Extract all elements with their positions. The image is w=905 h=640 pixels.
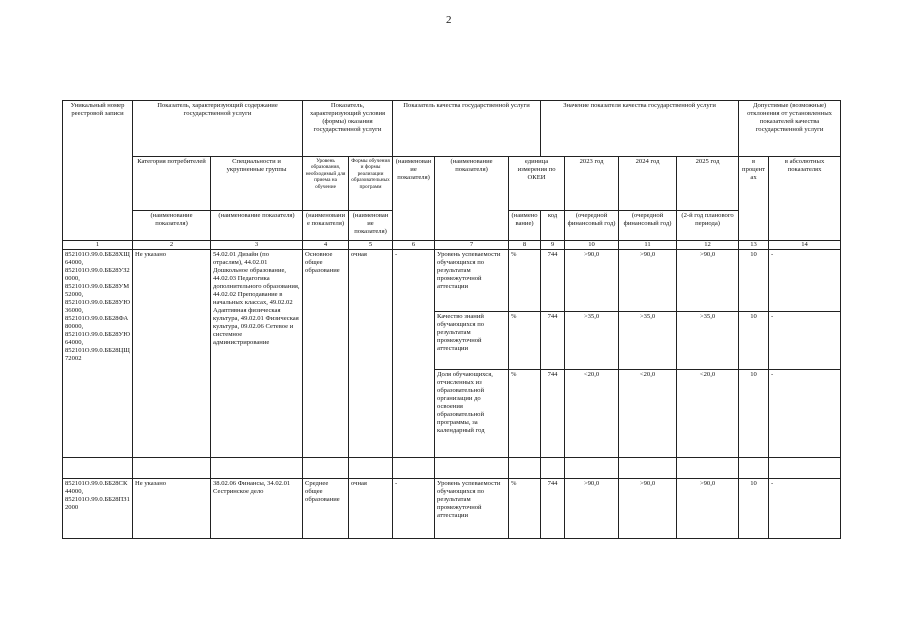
indicator-name-cell: Уровень успеваемости обучающихся по результатам промежуточной аттестации [435, 479, 509, 539]
header-percent: в процентах [739, 157, 769, 241]
header-level: Уровень образования, необходимый для приема на обучение [303, 157, 349, 211]
value-2024-cell: <20,0 [619, 370, 677, 458]
col-number: 10 [565, 241, 619, 250]
col-number: 1 [63, 241, 133, 250]
col-number: 6 [393, 241, 435, 250]
col-number: 9 [541, 241, 565, 250]
category-cell: Не указано [133, 250, 211, 458]
unit-cell: % [509, 250, 541, 312]
col-number: 5 [349, 241, 393, 250]
specialty-cell: 54.02.01 Дизайн (по отраслям), 44.02.01 Дошкольное образование, 44.02.03 Педагогика дополнительного образования, 44.02.02 Преподавание в начальных классах, 49.02.02 Адаптивная физическая культура, 49.02.01 Физическая культура, 09.02.06 Сетевое и системное администрирование [211, 250, 303, 458]
absolute-cell: - [769, 250, 841, 312]
indicator-name-cell: Доля обучающихся, отчисленных из образовательной организации до освоения образовательной программы, за календарный год [435, 370, 509, 458]
value-2025-cell: >90,0 [677, 479, 739, 539]
value-2025-cell: >90,0 [677, 250, 739, 312]
percent-cell: 10 [739, 479, 769, 539]
header-deviations: Допустимые (возможные) отклонения от установленных показателей качества государственной услуги [739, 101, 841, 157]
level-cell: Среднее общее образование [303, 479, 349, 539]
unit-cell: % [509, 479, 541, 539]
unit-cell: % [509, 370, 541, 458]
col6-cell: - [393, 250, 435, 458]
header-quality-value: Значение показателя качества государственной услуги [541, 101, 739, 157]
header-unit: единица измерения по ОКЕИ [509, 157, 565, 211]
value-2025-cell: >35,0 [677, 312, 739, 370]
header-category-sub: (наименование показателя) [133, 211, 211, 241]
header-forms: Формы обучения и формы реализации образовательных программ [349, 157, 393, 211]
header-2024: 2024 год [619, 157, 677, 211]
quality-indicators-table [62, 100, 841, 539]
category-cell: Не указано [133, 479, 211, 539]
col-number: 8 [509, 241, 541, 250]
col-number: 14 [769, 241, 841, 250]
value-2024-cell: >90,0 [619, 479, 677, 539]
col-number: 12 [677, 241, 739, 250]
col-number: 7 [435, 241, 509, 250]
registry-number-cell: 852101О.99.0.ББ28ХЩ64000, 852101О.99.0.ББ28УЗ20000, 852101О.99.0.ББ28УМ52000, 852101О.99.0.ББ28УЮ36000, 852101О.99.0.ББ28ФА80000, 852101О.99.0.ББ28УЮ64000, 852101О.99.0.ББ28ЦЩ72002 [63, 250, 133, 458]
col-number: 2 [133, 241, 211, 250]
header-2025: 2025 год [677, 157, 739, 211]
header-content-indicator: Показатель, характеризующий содержание государственной услуги [133, 101, 303, 157]
value-2023-cell: >35,0 [565, 312, 619, 370]
header-absolute: в абсолютных показателях [769, 157, 841, 241]
col-number: 4 [303, 241, 349, 250]
form-cell: очная [349, 250, 393, 458]
value-2024-cell: >35,0 [619, 312, 677, 370]
header-forms-sub: (наименование показателя) [349, 211, 393, 241]
code-cell: 744 [541, 312, 565, 370]
page-number: 2 [446, 14, 452, 26]
value-2023-cell: <20,0 [565, 370, 619, 458]
unit-cell: % [509, 312, 541, 370]
percent-cell: 10 [739, 370, 769, 458]
header-conditions-indicator: Показатель, характеризующий условия (формы) оказания государственной услуги [303, 101, 393, 157]
absolute-cell: - [769, 479, 841, 539]
value-2025-cell: <20,0 [677, 370, 739, 458]
value-2023-cell: >90,0 [565, 250, 619, 312]
value-2024-cell: >90,0 [619, 250, 677, 312]
header-name-6: (наименование показателя) [393, 157, 435, 241]
col-number: 13 [739, 241, 769, 250]
header-name-7: (наименование показателя) [435, 157, 509, 241]
level-cell: Основное общее образование [303, 250, 349, 458]
header-level-sub: (наименование показателя) [303, 211, 349, 241]
value-2023-cell: >90,0 [565, 479, 619, 539]
percent-cell: 10 [739, 312, 769, 370]
absolute-cell: - [769, 312, 841, 370]
header-quality-indicator: Показатель качества государственной услуги [393, 101, 541, 157]
header-specialty: Специальности и укрупненные группы [211, 157, 303, 211]
form-cell: очная [349, 479, 393, 539]
code-cell: 744 [541, 370, 565, 458]
header-2023: 2023 год [565, 157, 619, 211]
header-registry-number: Уникальный номер реестровой записи [63, 101, 133, 241]
header-specialty-sub: (наименование показателя) [211, 211, 303, 241]
specialty-cell: 38.02.06 Финансы, 34.02.01 Сестринское дело [211, 479, 303, 539]
header-2024-sub: (очередной финансовый год) [619, 211, 677, 241]
code-cell: 744 [541, 250, 565, 312]
absolute-cell: - [769, 370, 841, 458]
header-2025-sub: (2-й год планового периода) [677, 211, 739, 241]
header-2023-sub: (очередной финансовый год) [565, 211, 619, 241]
registry-number-cell: 852101О.99.0.ББ28СК44000, 852101О.99.0.ББ28ПЗ12000 [63, 479, 133, 539]
header-unit-name: (наименование) [509, 211, 541, 241]
indicator-name-cell: Уровень успеваемости обучающихся по результатам промежуточной аттестации [435, 250, 509, 312]
code-cell: 744 [541, 479, 565, 539]
header-category: Категория потребителей [133, 157, 211, 211]
col-number: 11 [619, 241, 677, 250]
indicator-name-cell: Качество знаний обучающихся по результатам промежуточной аттестации [435, 312, 509, 370]
header-unit-code: код [541, 211, 565, 241]
percent-cell: 10 [739, 250, 769, 312]
col-number: 3 [211, 241, 303, 250]
col6-cell: - [393, 479, 435, 539]
